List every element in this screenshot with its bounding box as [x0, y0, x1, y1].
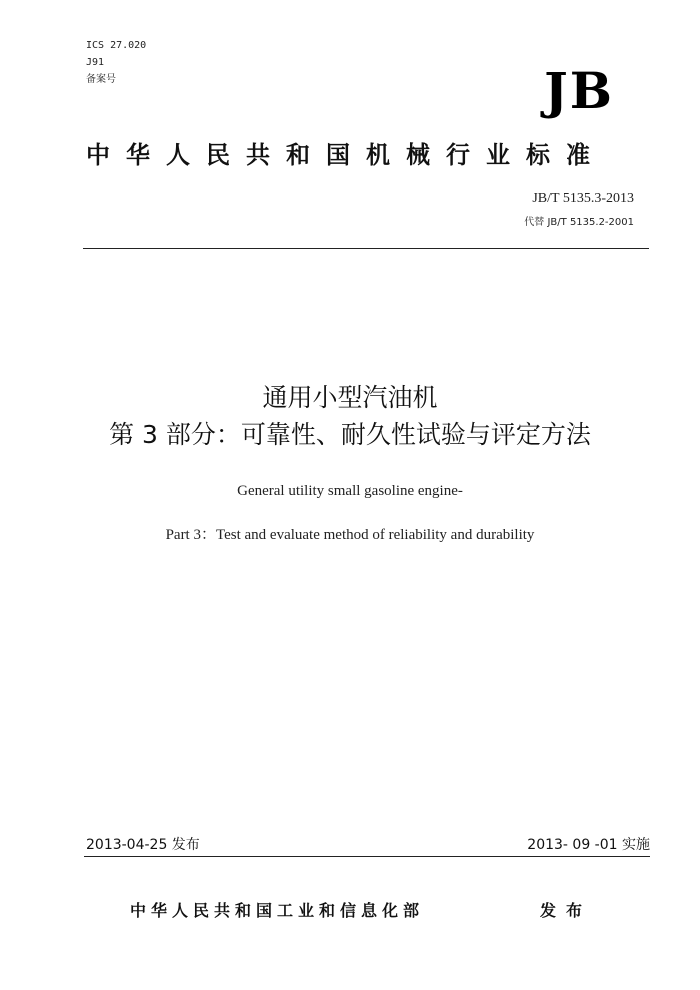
- standard-number: JB/T 5135.3-2013: [532, 191, 634, 206]
- implementation-date: 2013- 09 -01 实施: [527, 837, 650, 853]
- classification-code: J91: [86, 57, 105, 68]
- record-number-label: 备案号: [86, 74, 116, 85]
- publisher-name: 中华人民共和国工业和信息化部: [130, 901, 425, 920]
- header-divider: [83, 248, 649, 249]
- ics-code: ICS 27.020: [86, 40, 147, 51]
- publish-label: 发布: [540, 901, 593, 920]
- english-title-line-1: General utility small gasoline engine-: [237, 483, 463, 499]
- footer-divider: [84, 856, 650, 857]
- replaces-standard: 代替 JB/T 5135.2-2001: [524, 217, 634, 228]
- english-title-line-2: Part 3：Test and evaluate method of reliability and durability: [165, 527, 535, 543]
- chinese-title-line-1: 通用小型汽油机: [262, 383, 438, 412]
- issue-date: 2013-04-25 发布: [86, 837, 200, 853]
- chinese-title-line-2: 第 3 部分：可靠性、耐久性试验与评定方法: [109, 420, 591, 449]
- jb-logo: JB: [544, 61, 614, 120]
- organization-title: 中华人民共和国机械行业标准: [86, 141, 606, 169]
